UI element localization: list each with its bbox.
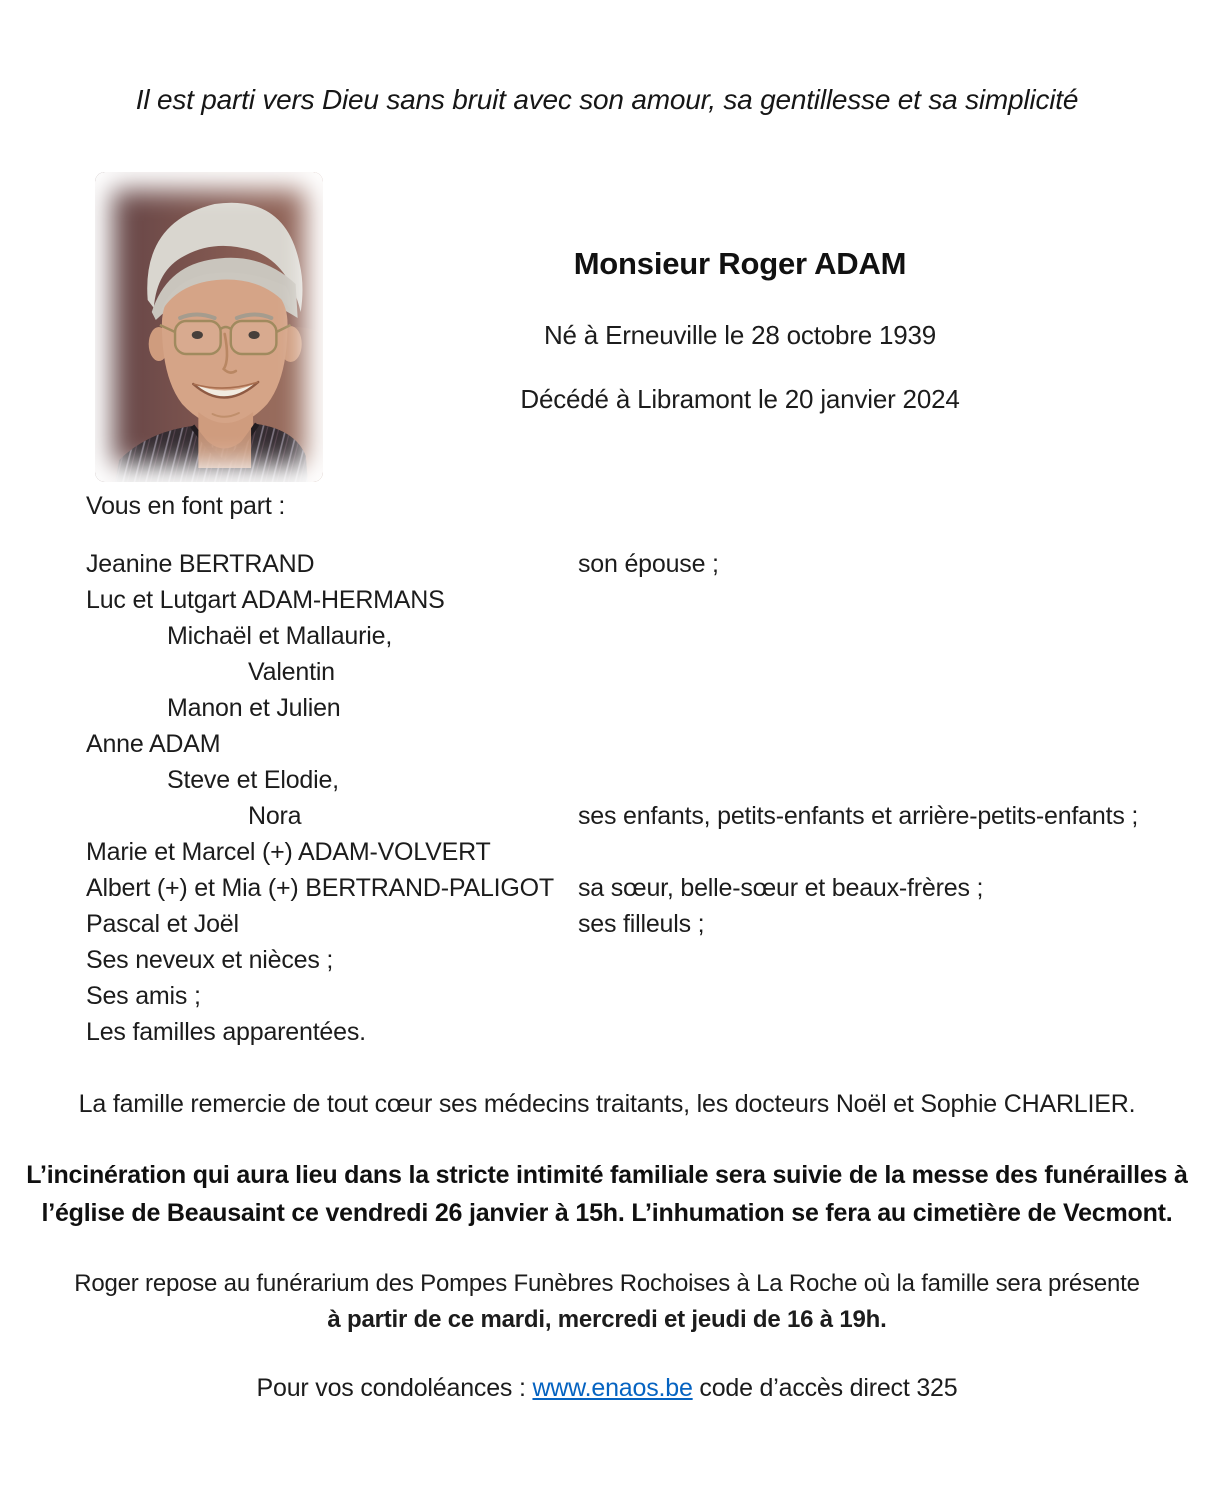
family-member-name: Les familles apparentées. bbox=[86, 1018, 366, 1046]
family-member-name: Steve et Elodie, bbox=[167, 766, 339, 794]
family-member-name: Michaël et Mallaurie, bbox=[167, 622, 393, 650]
family-row bbox=[0, 692, 1214, 728]
birth-line: Né à Erneuville le 28 octobre 1939 bbox=[543, 320, 937, 350]
family-row bbox=[0, 1016, 1214, 1052]
family-row bbox=[0, 584, 1214, 620]
family-row bbox=[0, 872, 1214, 908]
family-member-name: Anne ADAM bbox=[86, 730, 221, 758]
visitation-line1: Roger repose au funérarium des Pompes Funèbres Rochoises à La Roche où la famille sera présente bbox=[74, 1270, 1140, 1297]
thanks-line: La famille remercie de tout cœur ses médecins traitants, les docteurs Noël et Sophie CHARLIER. bbox=[78, 1090, 1136, 1118]
family-member-name: Manon et Julien bbox=[167, 694, 341, 722]
family-member-name: Ses neveux et nièces ; bbox=[86, 946, 334, 974]
family-member-name: Ses amis ; bbox=[86, 982, 201, 1010]
family-member-name: Albert (+) et Mia (+) BERTRAND-PALIGOT bbox=[86, 874, 554, 902]
portrait-illustration bbox=[95, 172, 323, 482]
ceremony-paragraph: L’incinération qui aura lieu dans la stricte intimité familiale sera suivie de la messe des funérailles à l’église de Beausaint ce vendredi 26 janvier à 15h. L’inhumation se fera au cimetière de Vecmont. bbox=[26, 1161, 1188, 1227]
deceased-header bbox=[430, 246, 1050, 415]
family-member-name: Nora bbox=[248, 802, 302, 830]
family-relation: ses enfants, petits-enfants et arrière-petits-enfants ; bbox=[578, 802, 1139, 830]
family-member-name: Luc et Lutgart ADAM-HERMANS bbox=[86, 586, 445, 614]
death-line: Décédé à Libramont le 20 janvier 2024 bbox=[520, 384, 960, 414]
family-member-name: Marie et Marcel (+) ADAM-VOLVERT bbox=[86, 838, 491, 866]
condolences-suffix: code d’accès direct 325 bbox=[692, 1374, 958, 1402]
family-row bbox=[0, 836, 1214, 872]
condolences-line bbox=[20, 1374, 1194, 1403]
deceased-name: Monsieur Roger ADAM bbox=[573, 246, 907, 281]
family-relation: sa sœur, belle-sœur et beaux-frères ; bbox=[578, 874, 984, 902]
family-member-name: Pascal et Joël bbox=[86, 910, 239, 938]
family-row bbox=[0, 764, 1214, 800]
family-row bbox=[0, 980, 1214, 1016]
family-row bbox=[0, 728, 1214, 764]
announcers-intro: Vous en font part : bbox=[86, 492, 286, 520]
family-member-name: Jeanine BERTRAND bbox=[86, 550, 315, 578]
epigraph-quote: Il est parti vers Dieu sans bruit avec son amour, sa gentillesse et sa simplicité bbox=[135, 84, 1079, 115]
family-member-name: Valentin bbox=[248, 658, 335, 686]
portrait-photo bbox=[95, 172, 323, 482]
family-row bbox=[0, 944, 1214, 980]
family-list bbox=[0, 548, 1214, 1052]
family-relation: son épouse ; bbox=[578, 550, 719, 578]
visitation-line2: à partir de ce mardi, mercredi et jeudi de 16 à 19h. bbox=[327, 1306, 887, 1333]
family-relation: ses filleuls ; bbox=[578, 910, 705, 938]
family-row bbox=[0, 548, 1214, 584]
family-row bbox=[0, 620, 1214, 656]
condolences-prefix: Pour vos condoléances : bbox=[256, 1374, 533, 1402]
family-row bbox=[0, 800, 1214, 836]
family-row bbox=[0, 908, 1214, 944]
enaos-link[interactable]: www.enaos.be bbox=[532, 1374, 693, 1402]
family-row bbox=[0, 656, 1214, 692]
